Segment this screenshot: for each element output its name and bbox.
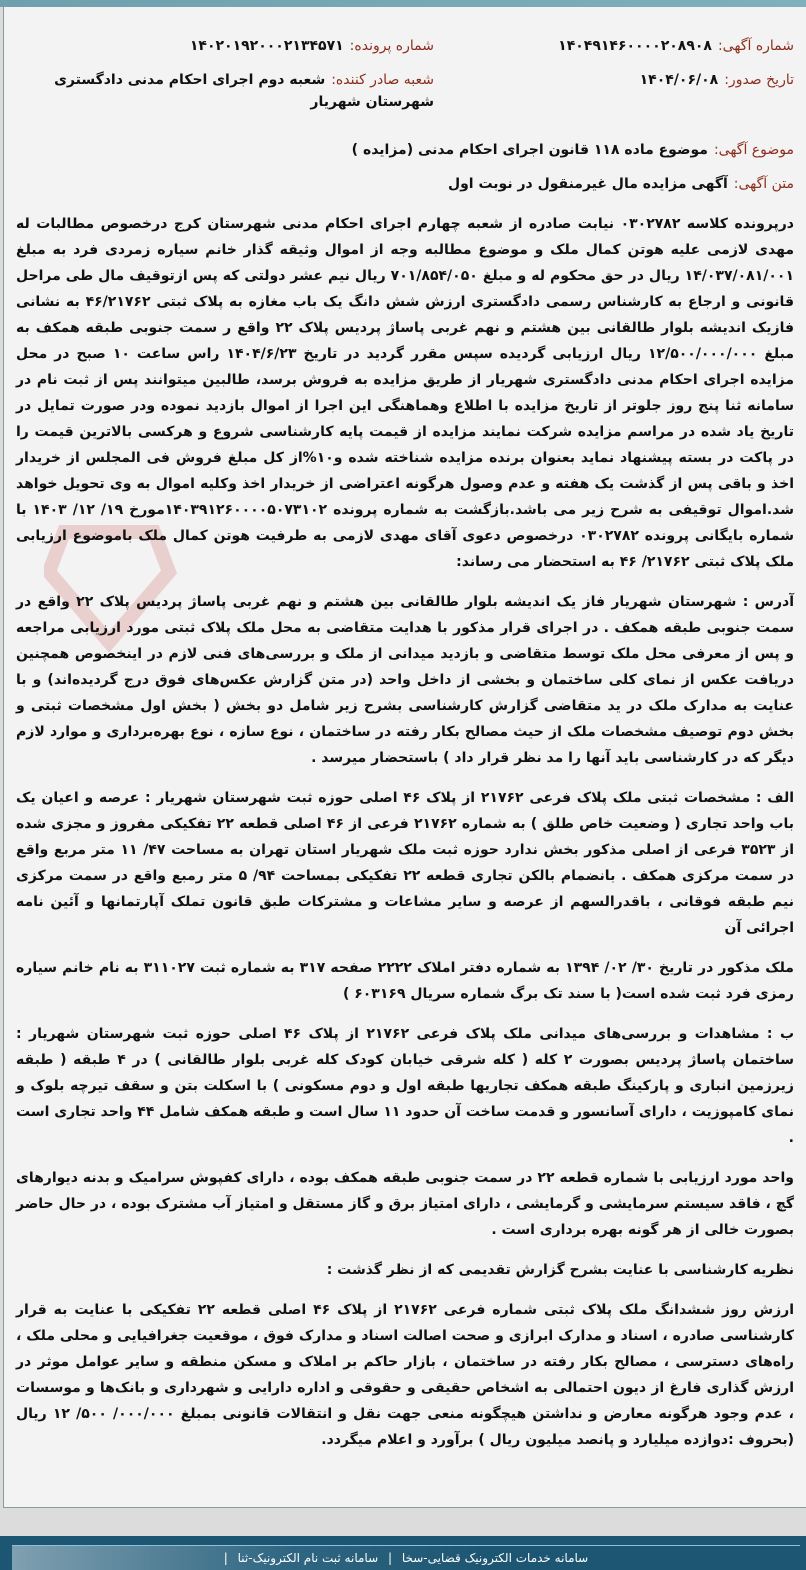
footer-link-sakha[interactable]: سامانه خدمات الکترونیک قضایی-سخا bbox=[401, 1551, 589, 1565]
paragraph-unit-description: واحد مورد ارزیابی با شماره قطعه ۲۲ در سمت جنوبی طبقه همکف بوده ، دارای کفپوش سرامیک و بدنه دیوارهای گچ ، فاقد سیستم سرمایشی و گرمایشی ، دارای امتیاز برق و گاز مستقل و امتیاز آب مشترک بوده ، در حال حاضر بصورت خالی از هر گونه بهره برداری است . bbox=[16, 1170, 794, 1238]
notice-body bbox=[16, 211, 794, 1453]
file-number-row bbox=[16, 35, 434, 57]
footer-link-sana[interactable]: سامانه ثبت نام الکترونیک-ثنا bbox=[237, 1551, 379, 1565]
paragraph-deed: ملک مذکور در تاریخ ۳۰/ ۰۲/ ۱۳۹۴ به شماره دفتر املاک ۲۲۲۲ صفحه ۳۱۷ به شماره ثبت ۳۱۱۰۲۷ به نام خانم سیاره رمزی فرد ثبت شده است( با سند تک برگ شماره سریال ۶۰۳۱۶۹ ) bbox=[16, 960, 794, 1002]
file-number: ۱۴۰۲۰۱۹۲۰۰۰۲۱۳۴۵۷۱ bbox=[189, 38, 344, 54]
ad-number: ۱۴۰۴۹۱۴۶۰۰۰۰۲۰۸۹۰۸ bbox=[558, 38, 712, 54]
header-grid bbox=[16, 35, 794, 113]
top-bar bbox=[0, 0, 806, 7]
subject-row bbox=[16, 139, 794, 161]
footer-separator: | bbox=[387, 1551, 392, 1565]
paragraph-field-observations: ب : مشاهدات و بررسی‌های میدانی ملک پلاک فرعی ۲۱۷۶۲ از پلاک ۴۶ اصلی حوزه ثبت شهرستان شهریار : ساختمان پاساژ پردیس بصورت ۲ کله ( کله شرقی خیابان کودک کله غربی بلوار طالقانی ) در ۴ طبقه ( طبقه زیرزمین انباری و پارکینگ طبقه همکف تجاریها طبقه اول و دوم مسکونی ) با اسکلت بتن و سقف تیرچه بلوک و نمای کامپوزیت ، دارای آسانسور و قدمت ساخت آن حدود ۱۱ سال است و طبقه همکف شامل ۴۴ واحد تجاری است . bbox=[16, 1026, 795, 1146]
footer-links bbox=[12, 1545, 800, 1570]
issuer-label: شعبه صادر کننده: bbox=[331, 72, 434, 88]
issue-date-label: تاریخ صدور: bbox=[724, 72, 794, 88]
paragraph-registration-specs: الف : مشخصات ثبتی ملک پلاک فرعی ۲۱۷۶۲ از پلاک ۴۶ اصلی حوزه ثبت شهرستان شهریار : عرصه و اعیان یک باب واحد تجاری ( وضعیت خاص طلق ) به شماره ۲۱۷۶۲ فرعی از ۴۶ اصلی قطعه ۲۲ تفکیکی مفروز و مجزی شده از ۳۵۲۳ فرعی از اصلی مذکور بخش ندارد حوزه ثبت ملک شهریار استان تهران به مساحت ۴۷/ ۱۱ متر مربع واقع در سمت مرکزی همکف . بانضمام بالکن تجاری قطعه ۲۲ تفکیکی بمساحت ۹۴/ ۵ متر رمبع واقع در سمت مرکزی نیم طبقه فوقانی ، باقدرالسهم از عرصه و سایر مشاعات و مشترکات طبق قانون تملک آپارتمانها و آئین نامه اجرائی آن bbox=[16, 790, 795, 936]
issue-date: ۱۴۰۴/۰۶/۰۸ bbox=[639, 72, 719, 88]
ad-number-label: شماره آگهی: bbox=[717, 38, 794, 54]
text-title: آگهی مزایده مال غیرمنقول در نوبت اول bbox=[447, 176, 728, 192]
text-label: متن آگهی: bbox=[733, 176, 794, 192]
text-title-row bbox=[16, 173, 794, 195]
subject-label: موضوع آگهی: bbox=[713, 142, 794, 158]
issue-date-row bbox=[444, 69, 794, 113]
paragraph-valuation: ارزش روز ششدانگ ملک پلاک ثبتی شماره فرعی ۲۱۷۶۲ از پلاک ۴۶ اصلی قطعه ۲۲ تفکیکی با عنایت به قرار کارشناسی صادره ، اسناد و مدارک ابرازی و صحت اصالت اسناد و مدارک فوق ، موقعیت جغرافیایی و محلی ملک ، راه‌های دسترسی ، مصالح بکار رفته در ساختمان ، بازار حاکم بر املاک و مسکن منطقه و سایر عوامل موثر در ارزش گذاری فارغ از دیون احتمالی به اشخاص حقیقی و حقوقی و اداره دارایی و شهرداری و بانک‌ها و موسسات ، عدم وجود هرگونه معارض و نداشتن هیچگونه منعی جهت نقل و انتقالات قانونی بمبلغ ۰۰۰/۰۰۰/ ۵۰۰/ ۱۲ ریال (بحروف :دوازده میلیارد و پانصد میلیون ریال ) برآورد و اعلام میگردد. bbox=[16, 1302, 794, 1448]
ad-number-row bbox=[444, 35, 794, 57]
notice-panel bbox=[3, 7, 806, 1508]
footer-separator: | bbox=[223, 1551, 228, 1565]
issuer: شعبه دوم اجرای احکام مدنی دادگستری شهرستان شهریار bbox=[54, 72, 434, 110]
footer bbox=[0, 1536, 806, 1570]
paragraph-auction: درپرونده کلاسه ۰۳۰۲۷۸۲ نیابت صادره از شعبه چهارم اجرای احکام مدنی شهرستان کرج درخصوص مطالبات له مهدی لازمی علیه هوتن کمال ملک و موضوع مطالبه وجه از اموال وثیقه گذار خانم سیاره زمردی فرد به مبلغ ۱۴/۰۳۷/۰۸۱/۰۰۱ ریال در حق محکوم له و مبلغ ۷۰۱/۸۵۴/۰۵۰ ریال نیم عشر دولتی که پس ازتوقیف مال طی مراحل قانونی و ارجاع به کارشناس رسمی دادگستری ارزش شش دانگ یک باب مغازه به پلاک ثبتی ۴۶/۲۱۷۶۲ به نشانی فازیک اندیشه بلوار طالقانی بین هشتم و نهم غربی پاساژ پردیس پلاک ۲۲ واقع ر سمت جنوبی طبقه همکف به مبلغ ۱۲/۵۰۰/۰۰۰/۰۰۰ ریال ارزیابی گردیده سپس مقرر گردید در تاریخ ۱۴۰۴/۶/۲۳ راس ساعت ۱۰ صبح در محل مزایده اجرای احکام مدنی دادگستری شهریار از طریق مزایده به فروش برسد، طالبین میتوانند پس از ثبت نام در سامانه ثنا پنج روز جلوتر از تاریخ مزایده با اطلاع وهماهنگی این اجرا از اموال بازدید نموده ودر صورت تمایل در تاریخ یاد شده در مراسم مزایده شرکت نمایند مزایده از قیمت پایه کارشناسی شروع و هرکسی بالاترین قیمت را در پاکت در بسته پیشنهاد نماید بعنوان برنده مزایده شناخته شده و۱۰%از کل مبلغ فروش فی المجلس از خریدار اخذ و باقی پس از گذشت یک هفته و عدم وصول هرگونه اعتراضی از خریدار اخذ وکلیه اموال به وی تحویل خواهد شد.اموال توقیفی به شرح زیر می باشد.بازگشت به شماره پرونده ۱۴۰۳۹۱۲۶۰۰۰۰۵۰۷۳۱۰۲مورخ ۱۹/ ۱۲/ ۱۴۰۳ با شماره بایگانی پرونده ۰۳۰۲۷۸۲ درخصوص دعوی آقای مهدی لازمی به طرفیت هوتن کمال ملک باموضوع ارزیابی ملک پلاک ثبتی ۲۱۷۶۲/ ۴۶ به استحضار می رساند: bbox=[16, 216, 794, 570]
paragraph-expert-opinion-heading: نظریه کارشناسی با عنایت بشرح گزارش تقدیمی که از نظر گذشت : bbox=[326, 1262, 794, 1278]
subject: موضوع ماده ۱۱۸ قانون اجرای احکام مدنی (مزایده ) bbox=[351, 142, 708, 158]
file-number-label: شماره پرونده: bbox=[349, 38, 434, 54]
issuer-row bbox=[16, 69, 434, 113]
paragraph-address: آدرس : شهرستان شهریار فاز یک اندیشه بلوار طالقانی بین هشتم و نهم غربی پاساژ پردیس پلاک ۲۲ واقع در سمت جنوبی طبقه همکف . در اجرای قرار مذکور با هدایت متقاضی به محل ملک پلاک ثبتی مورد ارزیابی مراجعه و پس از معرفی محل ملک توسط متقاضی و بازدید میدانی از ملک و بررسی‌های فنی لازم در اینخصوص همچنین دریافت عکس از نمای کلی ساختمان و بخشی از داخل واحد (در متن گزارش عکس‌های فوق درج گردیده‌اند) و با عنایت به مدارک ملک در ید متقاضی گزارش کارشناسی بشرح زیر شامل دو بخش ( بخش اول مشخصات ثبتی و بخش دوم توصیف مشخصات ملک از حیث مصالح بکار رفته در ساختمان ، نوع سازه ، نوع بهره‌برداری و موارد لازم دیگر که در کارشناسی باید آنها را مد نظر قرار داد ) باستحضار میرسد . bbox=[16, 594, 794, 766]
